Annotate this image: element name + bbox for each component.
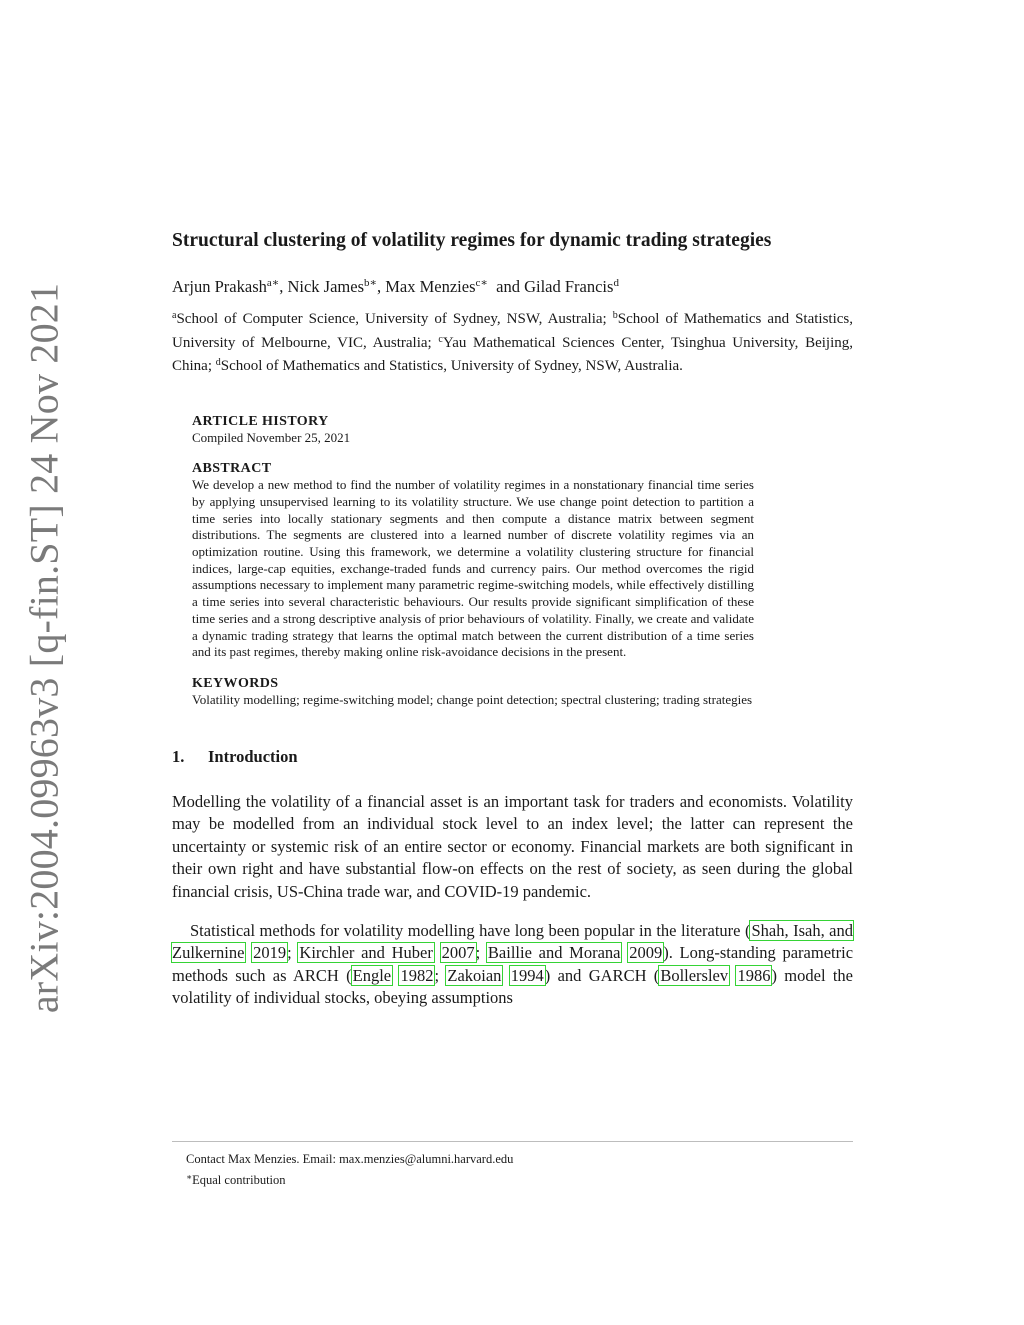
paper-title: Structural clustering of volatility regimes for dynamic trading strategies <box>172 230 772 251</box>
affiliation-mark: b <box>612 310 618 321</box>
footnote-contact: Contact Max Menzies. Email: max.menzies@alumni.harvard.edu <box>186 1152 514 1166</box>
footnotes <box>172 1141 853 1189</box>
arxiv-identifier: arXiv:2004.09963v3 [q-fin.ST] 24 Nov 2021 <box>21 282 67 1014</box>
abstract <box>192 460 754 661</box>
citation-year-link[interactable]: 2007 <box>441 943 475 963</box>
footnote-mark: ∗ <box>186 1172 193 1182</box>
citation-year-link[interactable]: 1986 <box>737 965 771 985</box>
article-history-text: Compiled November 25, 2021 <box>192 429 351 445</box>
footnote-text: Equal contribution <box>192 1173 286 1187</box>
abstract-text: We develop a new method to find the number of volatility regimes in a nonstationary financial time series by applying unsupervised learning to its volatility structure. We use change point detection to partition a time series into locally stationary segments and then compute a distance matrix between segment distributions. The segments are clustered into a learned number of discrete volatility regimes via an optimization routine. Using this framework, we determine a volatility clustering structure for financial indices, large-cap equities, exchange-traded funds and currency pairs. Our method overcomes the rigid assumptions necessary to implement many parametric regime-switching models, while effectively distilling a time series into several characteristic behaviours. Our results provide significant simplification of these time series and a strong descriptive analysis of prior behaviours of volatility. Finally, we create and validate a dynamic trading strategy that learns the optimal match between the current distribution of a time series and its past regimes, thereby making online risk-avoidance decisions in the present. <box>192 477 754 660</box>
paragraph-text: ). Long-standing parametric methods such as ARCH ( <box>172 943 854 985</box>
citation-link[interactable]: Engle <box>352 965 392 985</box>
author-separator: , <box>376 277 386 296</box>
author-separator: , <box>279 277 288 296</box>
section-number: 1. <box>172 746 185 766</box>
author-mark: d <box>613 277 619 289</box>
author-mark: b∗ <box>364 277 377 289</box>
affiliation-text: Yau Mathematical Sciences Center, Tsinghua University, Beijing, China; <box>172 334 853 374</box>
intro-paragraph-2 <box>172 920 853 1010</box>
affiliation-mark: c <box>438 333 443 345</box>
citation-link[interactable]: Zakoian <box>447 965 502 985</box>
citation-link[interactable]: Kirchler and Huber <box>299 943 433 963</box>
citation-link[interactable]: Baillie and Morana <box>487 943 621 963</box>
affiliations <box>172 306 853 377</box>
author-name: Gilad Francis <box>524 277 614 296</box>
citation-separator: ; <box>287 943 299 963</box>
affiliation-mark: a <box>172 310 177 321</box>
affiliation-text: School of Computer Science, University of Sydney, NSW, Australia; <box>176 311 613 327</box>
author-separator: and <box>487 277 525 296</box>
author-name: Max Menzies <box>385 277 476 296</box>
citation-link[interactable]: Shah, Isah, and Zulkernine <box>172 920 853 963</box>
author-name: Arjun Prakash <box>172 277 267 296</box>
section-title: Introduction <box>208 746 298 766</box>
citation-link[interactable]: Bollerslev <box>660 965 729 985</box>
author-mark: c∗ <box>475 277 488 289</box>
citation-year-link[interactable]: 1982 <box>400 965 434 985</box>
citation-year-link[interactable]: 1994 <box>510 965 544 985</box>
citation-year-link[interactable]: 2009 <box>629 943 663 963</box>
keywords-text: Volatility modelling; regime-switching model; change point detection; spectral clustering; trading strategies <box>192 691 753 707</box>
keywords <box>192 675 754 709</box>
paragraph-text: ) model the volatility of individual stocks, obeying assumptions <box>172 965 854 1008</box>
affiliation-text: School of Mathematics and Statistics, University of Sydney, NSW, Australia. <box>220 358 683 374</box>
footnote-equal-contribution <box>172 1168 853 1189</box>
citation-separator: ; <box>434 965 447 985</box>
citation-separator: ; <box>475 943 487 963</box>
section-heading-introduction <box>172 747 853 767</box>
paper-front-matter <box>172 228 853 1026</box>
article-history-heading: ARTICLE HISTORY <box>192 413 329 429</box>
article-history <box>192 413 754 447</box>
author-name: Nick James <box>287 277 364 296</box>
affiliation-text: School of Mathematics and Statistics, University of Melbourne, VIC, Australia; <box>172 311 853 351</box>
affiliation-mark: d <box>215 357 221 368</box>
paragraph-text: Statistical methods for volatility modelling have long been popular in the literature ( <box>190 920 751 940</box>
author-mark: a∗ <box>266 277 280 289</box>
citation-year-link[interactable]: 2019 <box>253 943 287 963</box>
abstract-heading: ABSTRACT <box>192 461 272 477</box>
paragraph-text: ) and GARCH ( <box>544 965 660 985</box>
keywords-heading: KEYWORDS <box>192 675 279 691</box>
author-list <box>172 272 853 298</box>
intro-paragraph-1: Modelling the volatility of a financial asset is an important task for traders and economists. Volatility may be modelled from an individual stock level to an index level; the latter can represent the uncertainty or systemic risk of an entire sector or economy. Financial markets are both significant in their own right and have substantial flow-on effects on the rest of society, as seen during the global financial crisis, US-China trade war, and COVID-19 pandemic. <box>172 791 853 901</box>
